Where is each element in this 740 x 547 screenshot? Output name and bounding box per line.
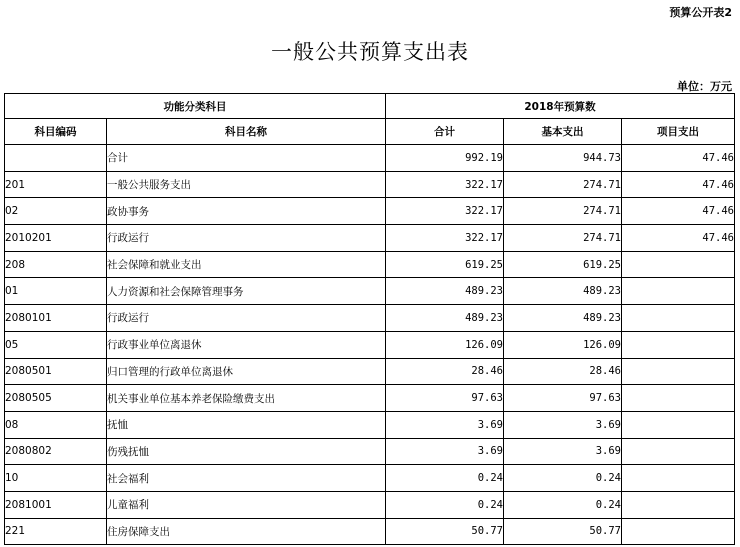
cell-project-expenditure: 47.46 (622, 171, 735, 198)
cell-subject-code: 02 (5, 198, 107, 225)
cell-basic-expenditure: 126.09 (504, 331, 622, 358)
table-row (5, 145, 735, 172)
cell-subject-code: 10 (5, 465, 107, 492)
cell-project-expenditure (622, 411, 735, 438)
cell-total: 28.46 (386, 358, 504, 385)
cell-total: 3.69 (386, 438, 504, 465)
page-title: 一般公共预算支出表 (271, 40, 469, 64)
cell-project-expenditure (622, 305, 735, 332)
cell-subject-code: 2080501 (5, 358, 107, 385)
cell-project-expenditure (622, 251, 735, 278)
cell-project-expenditure (622, 438, 735, 465)
cell-subject-name: 社会保障和就业支出 (107, 251, 386, 278)
cell-subject-code: 01 (5, 278, 107, 305)
header-total: 合计 (386, 119, 504, 145)
cell-subject-code: 08 (5, 411, 107, 438)
cell-total: 322.17 (386, 198, 504, 225)
table-row (5, 305, 735, 332)
document-code: 预算公开表2 (669, 6, 732, 19)
cell-basic-expenditure: 3.69 (504, 411, 622, 438)
cell-total: 3.69 (386, 411, 504, 438)
cell-subject-name: 行政事业单位离退休 (107, 331, 386, 358)
cell-subject-code: 05 (5, 331, 107, 358)
table-row (5, 491, 735, 518)
cell-project-expenditure (622, 331, 735, 358)
cell-project-expenditure (622, 358, 735, 385)
cell-basic-expenditure: 97.63 (504, 385, 622, 412)
cell-total: 0.24 (386, 465, 504, 492)
cell-subject-name: 行政运行 (107, 305, 386, 332)
table-row (5, 171, 735, 198)
cell-subject-code (5, 145, 107, 172)
cell-subject-name: 机关事业单位基本养老保险缴费支出 (107, 385, 386, 412)
header-project-expenditure: 项目支出 (622, 119, 735, 145)
cell-basic-expenditure: 28.46 (504, 358, 622, 385)
cell-project-expenditure: 47.46 (622, 198, 735, 225)
cell-total: 322.17 (386, 171, 504, 198)
header-subject-name: 科目名称 (107, 119, 386, 145)
cell-project-expenditure: 47.46 (622, 145, 735, 172)
cell-subject-name: 抚恤 (107, 411, 386, 438)
cell-subject-name: 行政运行 (107, 225, 386, 252)
cell-subject-name: 儿童福利 (107, 491, 386, 518)
cell-basic-expenditure: 619.25 (504, 251, 622, 278)
cell-basic-expenditure: 0.24 (504, 465, 622, 492)
header-function-classification: 功能分类科目 (5, 94, 386, 119)
cell-subject-name: 合计 (107, 145, 386, 172)
cell-subject-code: 2081001 (5, 491, 107, 518)
cell-subject-code: 208 (5, 251, 107, 278)
cell-basic-expenditure: 944.73 (504, 145, 622, 172)
cell-basic-expenditure: 274.71 (504, 198, 622, 225)
table-row (5, 251, 735, 278)
header-budget-year: 2018年预算数 (386, 94, 735, 119)
cell-basic-expenditure: 274.71 (504, 225, 622, 252)
cell-total: 97.63 (386, 385, 504, 412)
table-row (5, 278, 735, 305)
cell-subject-code: 2080505 (5, 385, 107, 412)
cell-subject-name: 归口管理的行政单位离退休 (107, 358, 386, 385)
cell-basic-expenditure: 274.71 (504, 171, 622, 198)
cell-subject-name: 住房保障支出 (107, 518, 386, 545)
table-row (5, 438, 735, 465)
cell-subject-name: 人力资源和社会保障管理事务 (107, 278, 386, 305)
cell-total: 0.24 (386, 491, 504, 518)
header-basic-expenditure: 基本支出 (504, 119, 622, 145)
cell-subject-code: 221 (5, 518, 107, 545)
cell-basic-expenditure: 0.24 (504, 491, 622, 518)
cell-total: 322.17 (386, 225, 504, 252)
cell-project-expenditure (622, 385, 735, 412)
budget-table (4, 93, 735, 545)
cell-basic-expenditure: 489.23 (504, 305, 622, 332)
cell-project-expenditure: 47.46 (622, 225, 735, 252)
table-row (5, 411, 735, 438)
cell-total: 619.25 (386, 251, 504, 278)
cell-subject-name: 政协事务 (107, 198, 386, 225)
cell-subject-name: 一般公共服务支出 (107, 171, 386, 198)
cell-basic-expenditure: 50.77 (504, 518, 622, 545)
cell-basic-expenditure: 3.69 (504, 438, 622, 465)
cell-total: 489.23 (386, 278, 504, 305)
cell-subject-code: 2080802 (5, 438, 107, 465)
cell-total: 126.09 (386, 331, 504, 358)
cell-total: 489.23 (386, 305, 504, 332)
table-row (5, 518, 735, 545)
table-row (5, 331, 735, 358)
cell-subject-name: 伤残抚恤 (107, 438, 386, 465)
table-body (5, 145, 735, 545)
cell-total: 50.77 (386, 518, 504, 545)
header-subject-code: 科目编码 (5, 119, 107, 145)
cell-subject-name: 社会福利 (107, 465, 386, 492)
cell-subject-code: 2080101 (5, 305, 107, 332)
cell-subject-code: 2010201 (5, 225, 107, 252)
table-row (5, 225, 735, 252)
table-row (5, 385, 735, 412)
cell-basic-expenditure: 489.23 (504, 278, 622, 305)
cell-subject-code: 201 (5, 171, 107, 198)
table-row (5, 198, 735, 225)
cell-total: 992.19 (386, 145, 504, 172)
cell-project-expenditure (622, 465, 735, 492)
table-row (5, 358, 735, 385)
table-row (5, 465, 735, 492)
cell-project-expenditure (622, 491, 735, 518)
unit-label: 单位：万元 (677, 80, 732, 93)
cell-project-expenditure (622, 518, 735, 545)
cell-project-expenditure (622, 278, 735, 305)
